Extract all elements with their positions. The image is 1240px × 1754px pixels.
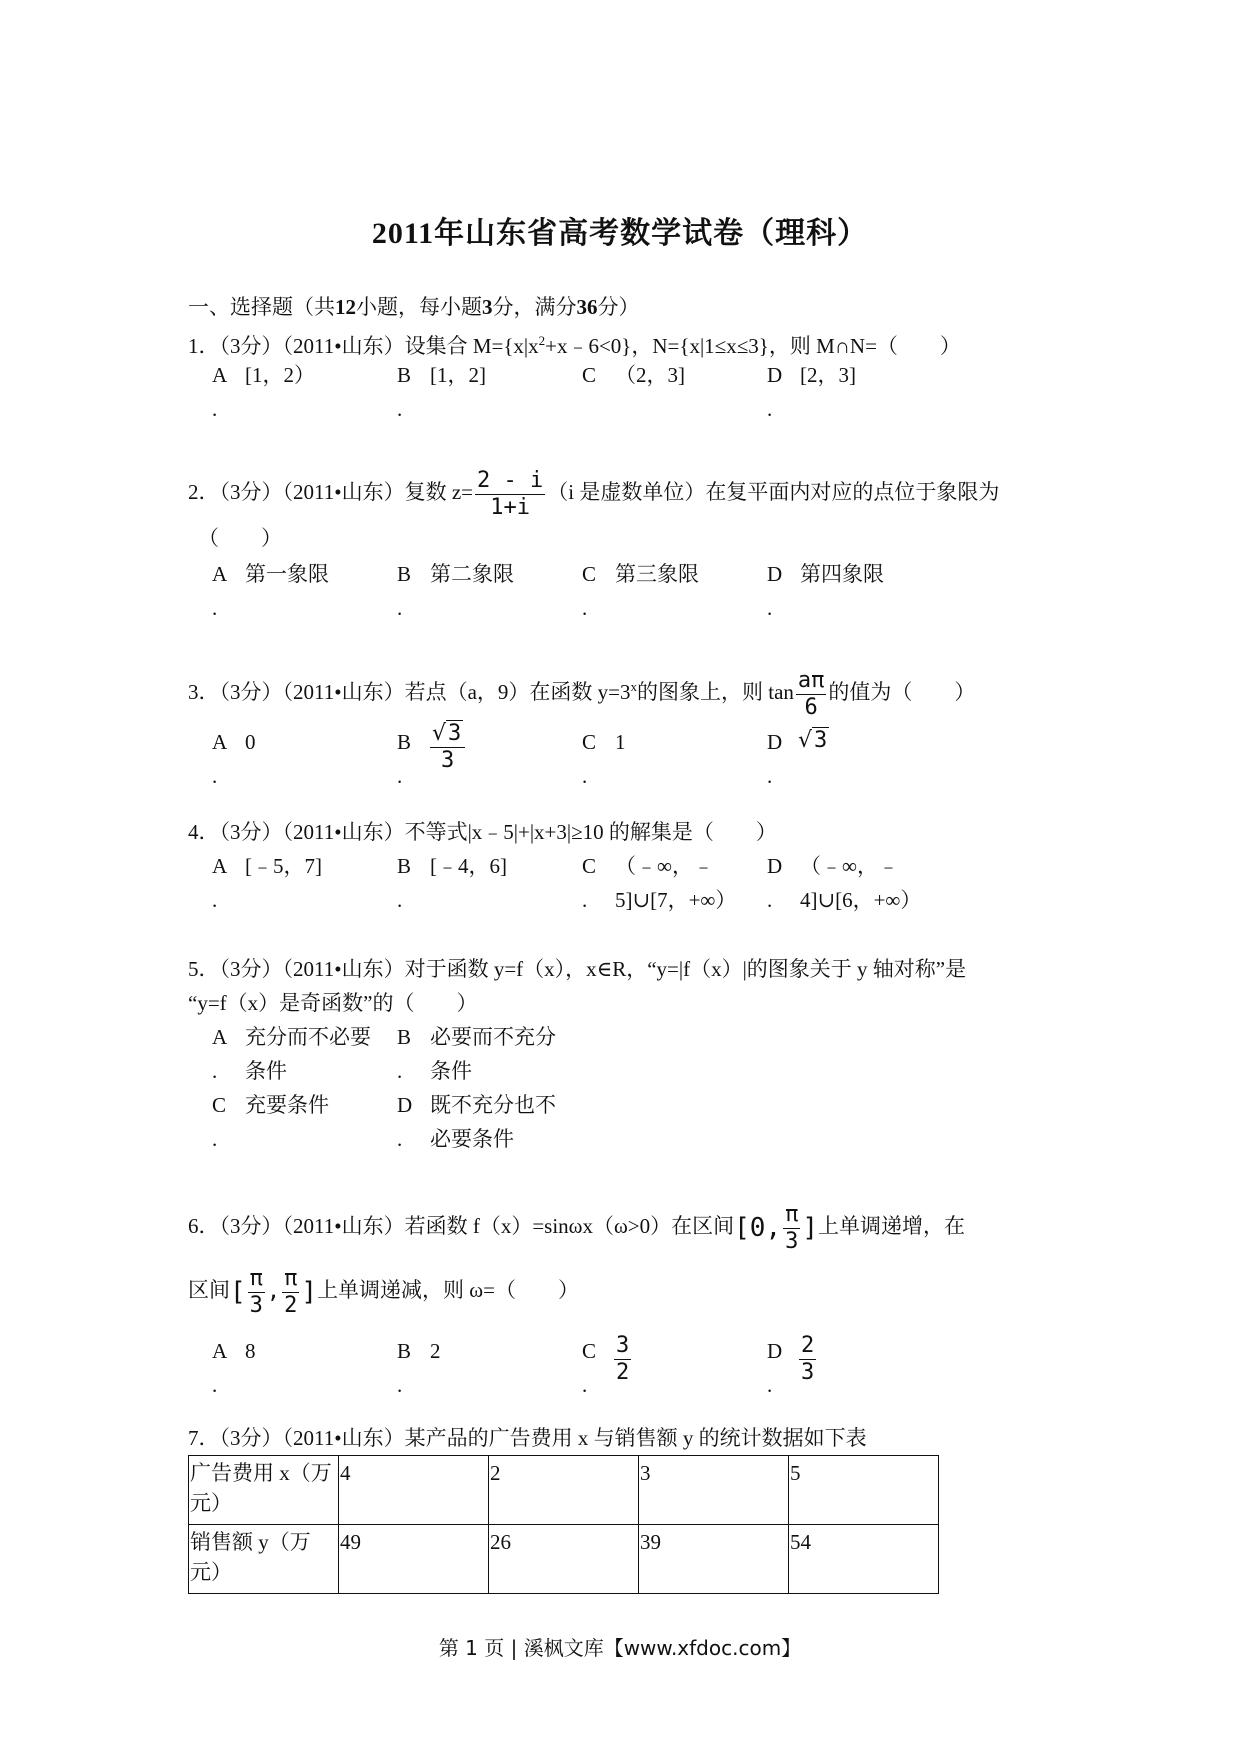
question-2-stem: 2．（3分）（2011•山东）复数 z= $\frac{2 - i}{1+i}$ （i 是虚数单位）在复平面内对应的点位于象限为 <box>188 467 1000 520</box>
page-footer: 第 1 页 | 溪枫文库【www.xfdoc.com】 <box>438 1636 802 1660</box>
option-dot: . <box>397 888 403 912</box>
option-dot: . <box>212 1059 218 1083</box>
option-letter: A <box>212 1025 228 1049</box>
table-cell: 3 <box>639 1456 789 1525</box>
option-letter: B <box>397 562 412 586</box>
option-letter: D <box>767 854 783 878</box>
option-dot: . <box>582 888 588 912</box>
table-cell: 5 <box>789 1456 939 1525</box>
page-title: 2011年山东省高考数学试卷（理科） <box>371 217 869 250</box>
option-dot: . <box>767 888 773 912</box>
table-cell: 销售额 y（万元） <box>189 1525 339 1594</box>
option-dot: . <box>767 764 773 788</box>
option-text: [﹣4，6] <box>430 854 507 878</box>
option-letter: B <box>397 854 412 878</box>
option-letter: A <box>212 854 228 878</box>
table-cell: 26 <box>489 1525 639 1594</box>
option-dot: . <box>397 1373 403 1397</box>
section-heading: 一、选择题（共12小题，每小题3分，满分36分） <box>188 295 640 319</box>
option-dot: . <box>397 764 403 788</box>
question-7-stem: 7．（3分）（2011•山东）某产品的广告费用 x 与销售额 y 的统计数据如下表 <box>188 1426 867 1450</box>
option-text: 5]∪[7，+∞） <box>615 888 737 912</box>
option-letter: A <box>212 730 228 754</box>
option-letter: D <box>767 1339 783 1363</box>
option-letter: D <box>767 730 783 754</box>
option-letter: D <box>397 1093 413 1117</box>
question-2-stem-tail: （ ） <box>198 526 282 550</box>
option-dot: . <box>767 596 773 620</box>
option-letter: C <box>582 363 597 387</box>
option-letter: B <box>397 363 412 387</box>
option-text: 必要条件 <box>430 1127 514 1151</box>
option-text: [1，2） <box>245 363 315 387</box>
option-text: 8 <box>245 1339 256 1363</box>
question-1-stem: 1．（3分）（2011•山东）设集合 $M=\{x|x^2+x﹣6<0\}$，N={x|1≤x≤3}，则 M∩N=（ ） <box>188 333 961 358</box>
option-text: （2，3] <box>615 363 685 387</box>
option-text: 必要而不充分 <box>430 1025 556 1049</box>
table-cell: 54 <box>789 1525 939 1594</box>
option-text: 2 <box>430 1339 441 1363</box>
option-text: 第三象限 <box>615 562 699 586</box>
option-letter: C <box>582 730 597 754</box>
option-letter: B <box>397 730 412 754</box>
option-text: 条件 <box>245 1059 287 1083</box>
option-text: 4]∪[6，+∞） <box>800 888 922 912</box>
option-dot: . <box>582 596 588 620</box>
option-text: 0 <box>245 730 256 754</box>
option-text: 1 <box>615 730 626 754</box>
option-dot: . <box>212 1373 218 1397</box>
interval: [0, $\frac{\pi}{3}$ ] <box>734 1201 819 1254</box>
option-dot: . <box>212 596 218 620</box>
option-letter: A <box>212 562 228 586</box>
option-letter: B <box>397 1025 412 1049</box>
option-dot: . <box>212 888 218 912</box>
table-row <box>189 1525 939 1594</box>
option-fraction: $\frac{3}{2}$ <box>616 1333 630 1385</box>
table-row <box>189 1456 939 1525</box>
question-3-stem: 3．（3分）（2011•山东）若点（a，9）在函数 $y=3^x$的图象上，则 tan $\frac{a\pi}{6}$ 的值为（ ） <box>188 667 976 720</box>
statistics-table <box>188 1455 939 1594</box>
option-dot: . <box>212 1127 218 1151</box>
table-cell: 49 <box>339 1525 489 1594</box>
question-5-stem-line2: “y=f（x）是奇函数”的（ ） <box>188 991 478 1015</box>
option-text: [2，3] <box>800 363 856 387</box>
interval: [ $\frac{\pi}{3}$ , $\frac{\pi}{2}$ ] <box>230 1265 318 1318</box>
option-letter: C <box>582 1339 597 1363</box>
option-letter: B <box>397 1339 412 1363</box>
option-text: [1，2] <box>430 363 486 387</box>
option-fraction: $\frac{√3}{3}$ <box>428 722 467 773</box>
table-cell: 39 <box>639 1525 789 1594</box>
option-dot: . <box>397 397 403 421</box>
question-5-stem: 5．（3分）（2011•山东）对于函数 y=f（x），x∈R，“y=|f（x）|的图象关于 y 轴对称”是 <box>188 957 967 981</box>
option-dot: . <box>767 1373 773 1397</box>
fraction: $\frac{a\pi}{6}$ <box>797 667 825 720</box>
option-text: 充要条件 <box>245 1093 329 1117</box>
option-letter: C <box>582 854 597 878</box>
option-sqrt: √3 <box>798 728 828 753</box>
fraction: $\frac{2 - i}{1+i}$ <box>477 467 544 520</box>
option-letter: D <box>767 562 783 586</box>
option-dot: . <box>397 596 403 620</box>
option-text: 第二象限 <box>430 562 514 586</box>
option-letter: C <box>212 1093 227 1117</box>
option-text: 充分而不必要 <box>245 1025 371 1049</box>
option-letter: A <box>212 363 228 387</box>
question-6-stem-line2: 区间[ $\frac{\pi}{3}$ , $\frac{\pi}{2}$ ]上单调递减，则 ω=（ ） <box>188 1265 579 1318</box>
table-cell: 2 <box>489 1456 639 1525</box>
table-cell: 广告费用 x（万元） <box>189 1456 339 1525</box>
option-text: （﹣∞，﹣ <box>615 854 714 878</box>
option-text: （﹣∞，﹣ <box>800 854 899 878</box>
option-dot: . <box>767 397 773 421</box>
option-letter: D <box>767 363 783 387</box>
option-dot: . <box>212 397 218 421</box>
question-4-stem: 4．（3分）（2011•山东）不等式|x﹣5|+|x+3|≥10 的解集是（ ） <box>188 820 777 844</box>
option-letter: A <box>212 1339 228 1363</box>
option-dot: . <box>212 764 218 788</box>
option-text: [﹣5，7] <box>245 854 322 878</box>
question-6-stem: 6．（3分）（2011•山东）若函数 f（x）=sinωx（ω>0）在区间[0, $\frac{\pi}{3}$ ]上单调递增，在 <box>188 1201 966 1254</box>
option-text: 条件 <box>430 1059 472 1083</box>
option-letter: C <box>582 562 597 586</box>
option-text: 第四象限 <box>800 562 884 586</box>
option-text: 既不充分也不 <box>430 1093 556 1117</box>
option-dot: . <box>397 1127 403 1151</box>
option-dot: . <box>397 1059 403 1083</box>
option-fraction: $\frac{2}{3}$ <box>801 1333 815 1385</box>
option-dot: . <box>582 764 588 788</box>
option-dot: . <box>582 1373 588 1397</box>
option-text: 第一象限 <box>245 562 329 586</box>
table-cell: 4 <box>339 1456 489 1525</box>
